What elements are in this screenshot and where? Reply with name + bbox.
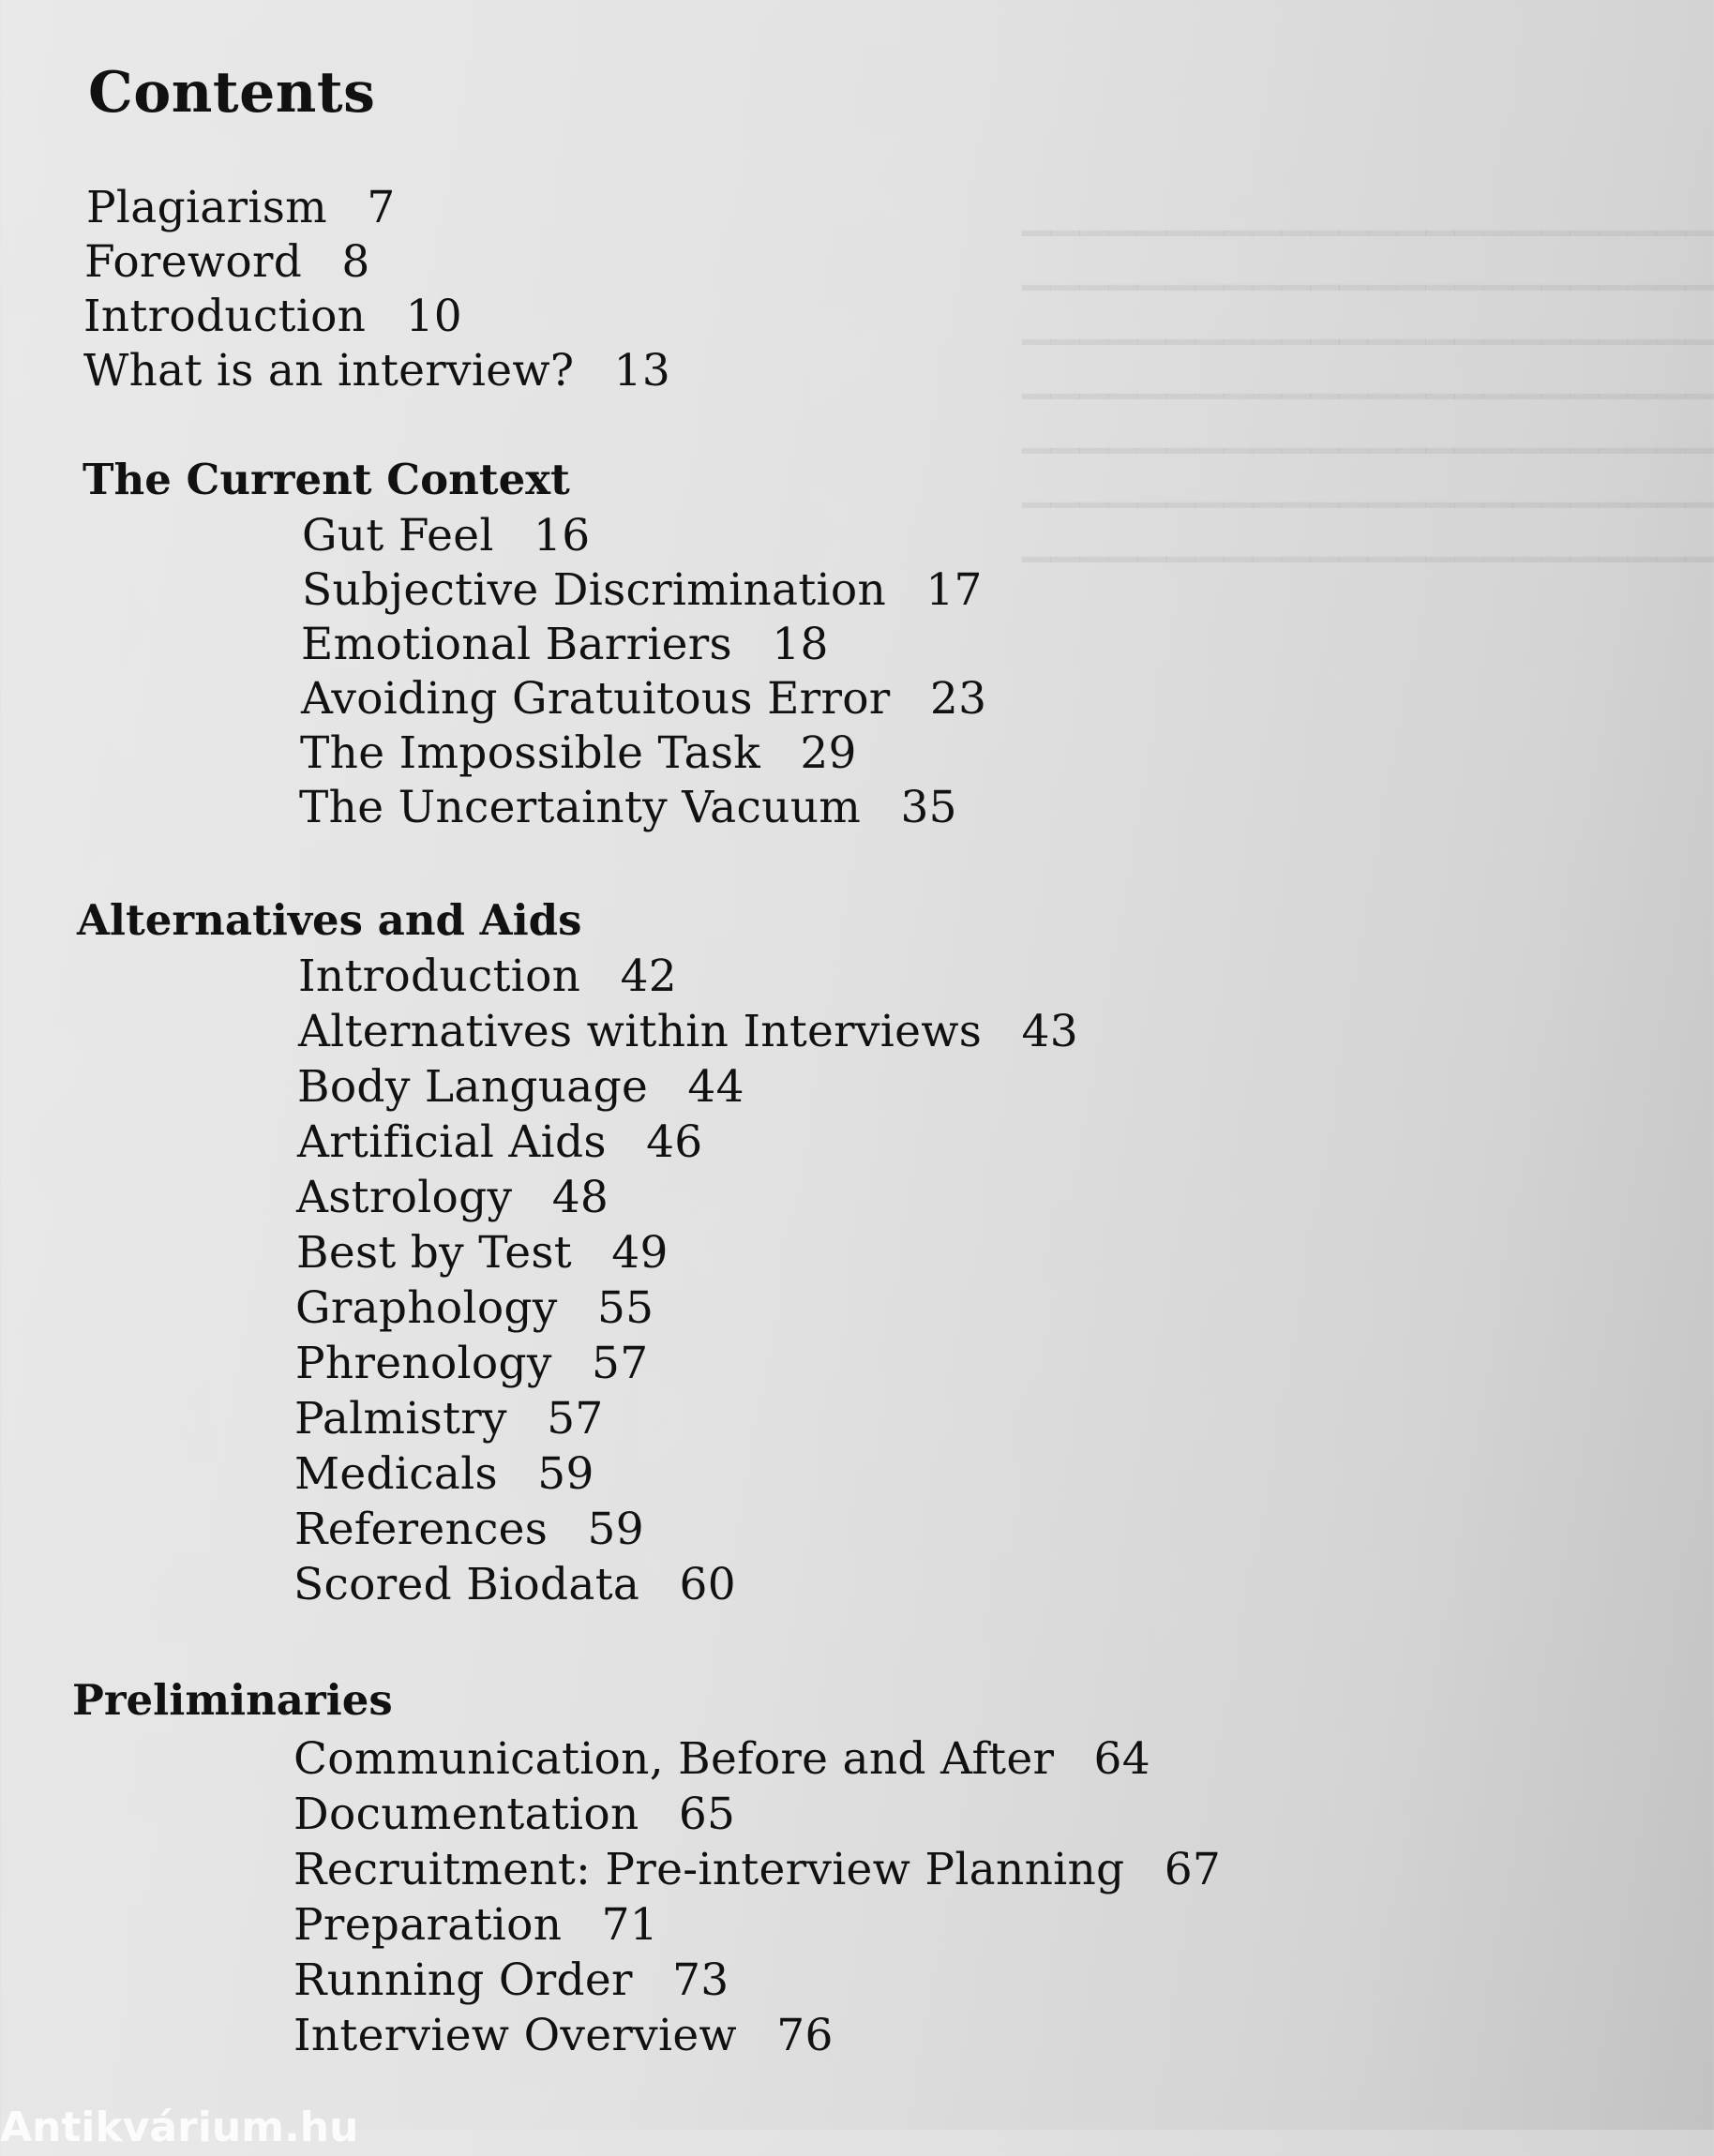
toc-entry-page: 60 [679,1559,736,1610]
toc-entry [298,950,677,1004]
toc-entry [301,618,829,672]
toc-entry-label: Alternatives within Interviews [298,1006,983,1057]
toc-entry-page: 17 [925,564,983,616]
toc-entry-label: Scored Biodata [293,1559,640,1610]
toc-entry-label: Graphology [295,1282,558,1334]
toc-entry-label: Astrology [296,1172,513,1223]
toc-entry [84,235,370,290]
toc-entry-page: 7 [367,182,396,233]
toc-entry [297,1115,703,1170]
toc-entry-page: 64 [1093,1733,1150,1785]
toc-entry [293,1898,658,1953]
toc-entry-label: Best by Test [296,1227,572,1279]
toc-entry-page: 73 [672,1954,729,2006]
toc-entry-page: 16 [534,510,591,561]
toc-entry-label: References [294,1504,549,1555]
toc-entry-label: Running Order [293,1954,633,2006]
toc-entry [294,1392,604,1446]
toc-entry [301,672,986,726]
toc-entry-page: 48 [551,1172,609,1223]
section-heading: The Current Context [83,455,570,504]
toc-entry-page: 57 [547,1393,604,1445]
watermark: Antikvárium.hu [0,2104,359,2151]
toc-entry-page: 10 [405,291,462,342]
toc-entry-page: 55 [596,1282,654,1334]
toc-entry-label: Subjective Discrimination [302,564,887,616]
toc-entry-page: 46 [646,1116,703,1168]
toc-entry-page: 35 [900,782,957,833]
toc-entry-label: Phrenology [295,1338,552,1389]
toc-entry-page: 71 [601,1899,658,1951]
toc-entry [293,2009,834,2063]
toc-entry-page: 76 [776,2010,834,2061]
toc-entry-label: Gut Feel [302,510,494,561]
toc-entry-page: 44 [687,1061,744,1113]
toc-entry [83,290,462,344]
toc-entry-label: Documentation [293,1789,639,1840]
toc-entry-page: 18 [772,619,829,670]
toc-entry-page: 65 [678,1789,736,1840]
toc-entry-page: 43 [1021,1006,1078,1057]
toc-entry-label: What is an interview? [83,345,575,397]
toc-entry-page: 49 [611,1227,669,1279]
toc-entry [298,1005,1078,1059]
toc-entry [295,1281,654,1336]
toc-entry-label: Introduction [83,291,367,342]
toc-entry [296,1226,669,1280]
bleed-through-texture: ▁▁▁▁▁▁▁▁▁▁▁▁▁▁▁▁▁▁▁▁▁▁▁▁ ▁▁▁▁▁▁▁▁▁▁▁▁▁▁▁▁▁▁▁▁▁▁▁▁ ▁▁▁▁▁▁▁▁▁▁▁▁▁▁▁▁▁▁▁▁▁▁▁▁ ▁▁▁▁▁▁▁▁▁▁▁▁▁▁▁▁▁▁▁▁▁▁▁▁ ▁▁▁▁▁▁▁▁▁▁▁▁▁▁▁▁▁▁▁▁▁▁▁▁ ▁▁▁▁▁▁▁▁▁▁▁▁▁▁▁▁▁▁▁▁▁▁▁▁ ▁▁▁▁▁▁▁▁▁▁▁▁▁▁▁▁▁▁▁▁▁▁▁▁ [1022,193,1714,562]
toc-entry-page: 67 [1164,1844,1222,1895]
toc-entry [294,1503,644,1557]
toc-entry-label: Interview Overview [293,2010,737,2061]
toc-entry [295,1337,648,1391]
toc-entry [86,181,396,235]
toc-entry [296,1171,609,1225]
toc-entry [293,1954,729,2008]
toc-entry [302,563,983,618]
toc-entry-page: 23 [929,673,987,725]
toc-entry-label: Recruitment: Pre-interview Planning [293,1844,1125,1895]
toc-entry-page: 57 [592,1338,649,1389]
toc-entry-label: Preparation [293,1899,563,1951]
toc-entry-label: Introduction [298,951,581,1002]
toc-entry-label: The Impossible Task [300,727,761,779]
toc-entry-page: 59 [587,1504,644,1555]
toc-entry-label: Medicals [294,1448,498,1500]
toc-entry [297,1060,744,1115]
toc-entry-label: Foreword [84,236,303,288]
toc-entry-page: 59 [537,1448,594,1500]
toc-entry-label: The Uncertainty Vacuum [299,782,862,833]
section-heading: Alternatives and Aids [77,895,582,945]
toc-entry [300,726,857,781]
toc-entry [293,1788,735,1842]
toc-entry [294,1447,594,1502]
toc-entry-label: Artificial Aids [297,1116,607,1168]
toc-entry-label: Avoiding Gratuitous Error [301,673,891,725]
toc-entry-label: Plagiarism [86,182,328,233]
toc-entry-label: Communication, Before and After [293,1733,1055,1785]
toc-entry-page: 42 [620,951,677,1002]
toc-entry [293,1558,736,1612]
toc-entry-label: Palmistry [294,1393,507,1445]
contents-title: Contents [88,60,376,126]
toc-entry [302,509,590,563]
section-heading: Preliminaries [72,1675,393,1725]
toc-entry-page: 8 [341,236,370,288]
toc-entry-label: Emotional Barriers [301,619,732,670]
toc-entry-page: 29 [800,727,857,779]
toc-entry [83,344,670,398]
toc-entry [293,1732,1150,1787]
toc-entry [293,1843,1221,1897]
toc-entry-page: 13 [613,345,671,397]
toc-entry-label: Body Language [297,1061,649,1113]
toc-entry [299,781,957,835]
